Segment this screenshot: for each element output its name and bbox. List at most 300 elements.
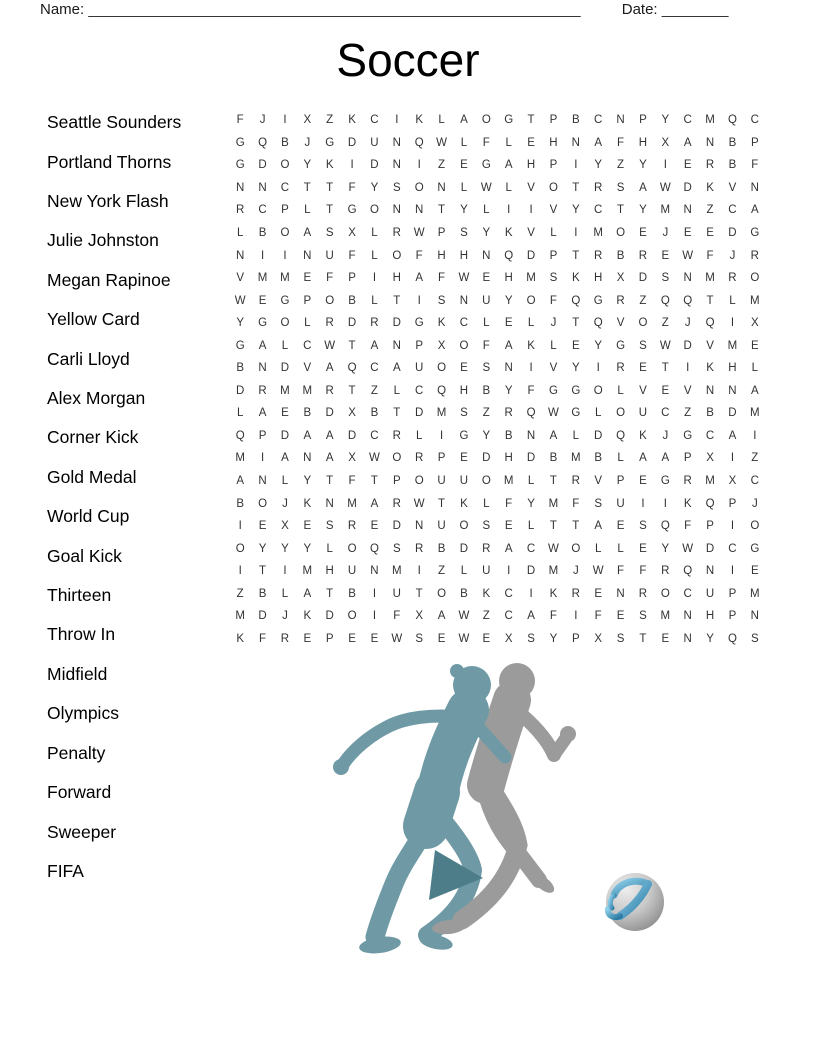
grid-cell: D bbox=[459, 542, 469, 555]
grid-cell: I bbox=[417, 294, 421, 307]
word-list-item: World Cup bbox=[47, 506, 130, 527]
grid-cell: F bbox=[259, 632, 267, 645]
grid-cell: S bbox=[661, 272, 670, 285]
grid-cell: A bbox=[750, 384, 759, 397]
grid-cell: O bbox=[347, 610, 357, 623]
grid-cell: J bbox=[684, 317, 691, 330]
grid-cell: L bbox=[281, 587, 289, 600]
grid-cell: I bbox=[350, 159, 354, 172]
grid-cell: I bbox=[283, 565, 287, 578]
grid-cell: I bbox=[753, 429, 757, 442]
grid-cell: I bbox=[730, 520, 735, 533]
word-list-item: Portland Thorns bbox=[47, 151, 172, 172]
grid-cell: Q bbox=[593, 317, 603, 330]
grid-cell: A bbox=[549, 429, 558, 442]
grid-cell: W bbox=[548, 542, 559, 555]
grid-cell: R bbox=[728, 272, 737, 285]
grid-cell: O bbox=[660, 587, 670, 600]
grid-cell: Y bbox=[504, 384, 513, 397]
grid-cell: M bbox=[257, 272, 268, 285]
grid-cell: K bbox=[303, 497, 312, 510]
grid-cell: O bbox=[347, 542, 357, 555]
grid-cell: P bbox=[549, 114, 558, 127]
grid-cell: Q bbox=[683, 294, 693, 307]
grid-cell: Z bbox=[236, 587, 244, 600]
grid-cell: T bbox=[572, 520, 580, 533]
grid-cell: P bbox=[258, 429, 267, 442]
grid-cell: R bbox=[258, 384, 267, 397]
grid-cell: P bbox=[750, 136, 759, 149]
grid-cell: K bbox=[437, 317, 446, 330]
grid-cell: O bbox=[280, 317, 290, 330]
grid-cell: C bbox=[370, 362, 379, 375]
grid-cell: E bbox=[750, 565, 759, 578]
grid-cell: I bbox=[686, 362, 690, 375]
grid-cell: R bbox=[325, 384, 334, 397]
grid-cell: V bbox=[527, 181, 535, 194]
grid-cell: L bbox=[304, 204, 311, 217]
grid-cell: R bbox=[325, 317, 334, 330]
grid-cell: D bbox=[415, 407, 424, 420]
grid-cell: O bbox=[571, 542, 581, 555]
grid-cell: I bbox=[372, 587, 377, 600]
grid-cell: B bbox=[504, 429, 513, 442]
grid-cell: O bbox=[392, 452, 402, 465]
grid-cell: P bbox=[437, 227, 446, 239]
grid-cell: M bbox=[705, 475, 715, 488]
grid-cell: V bbox=[683, 384, 692, 397]
grid-cell: C bbox=[504, 587, 513, 600]
grid-cell: F bbox=[482, 339, 490, 352]
player-back-silhouette bbox=[484, 663, 576, 896]
grid-cell: Z bbox=[438, 159, 446, 172]
grid-cell: G bbox=[481, 159, 491, 172]
grid-cell: Y bbox=[236, 317, 245, 330]
grid-cell: Z bbox=[326, 114, 334, 127]
grid-cell: R bbox=[415, 542, 424, 555]
grid-cell: T bbox=[393, 294, 401, 307]
grid-cell: R bbox=[236, 204, 245, 217]
soccer-players-illustration bbox=[333, 654, 677, 968]
grid-cell: A bbox=[325, 362, 334, 375]
grid-cell: A bbox=[504, 339, 513, 352]
grid-cell: E bbox=[303, 520, 312, 533]
grid-cell: L bbox=[527, 475, 535, 488]
date-label: Date: bbox=[621, 1, 658, 18]
grid-cell: C bbox=[526, 542, 536, 555]
grid-cell: O bbox=[437, 362, 447, 375]
grid-cell: O bbox=[414, 475, 424, 488]
grid-cell: A bbox=[504, 159, 513, 172]
grid-cell: U bbox=[705, 587, 715, 600]
grid-cell: R bbox=[683, 475, 692, 488]
grid-cell: J bbox=[751, 497, 758, 510]
grid-cell: Y bbox=[303, 542, 312, 555]
grid-cell: A bbox=[683, 136, 692, 149]
grid-cell: F bbox=[348, 475, 356, 488]
soccer-ball-icon bbox=[606, 873, 664, 931]
grid-cell: J bbox=[662, 227, 669, 239]
grid-cell: L bbox=[751, 362, 759, 375]
grid-cell: L bbox=[550, 339, 557, 352]
grid-cell: R bbox=[347, 520, 357, 533]
grid-cell: G bbox=[414, 317, 424, 330]
grid-cell: I bbox=[730, 565, 735, 578]
grid-cell: I bbox=[730, 452, 735, 465]
grid-cell: X bbox=[616, 272, 625, 285]
grid-cell: N bbox=[728, 384, 737, 397]
grid-cell: L bbox=[371, 249, 378, 262]
grid-cell: D bbox=[526, 452, 536, 465]
grid-cell: L bbox=[236, 227, 244, 239]
grid-cell: E bbox=[639, 227, 647, 239]
name-fill-line[interactable]: ___________________________________________________________ bbox=[88, 1, 581, 18]
grid-cell: A bbox=[437, 610, 446, 623]
grid-cell: V bbox=[549, 204, 558, 217]
grid-cell: K bbox=[482, 587, 491, 600]
grid-cell: A bbox=[728, 429, 737, 442]
grid-cell: O bbox=[258, 497, 268, 510]
grid-cell: M bbox=[705, 272, 715, 285]
grid-cell: K bbox=[504, 227, 513, 239]
grid-cell: S bbox=[750, 632, 759, 645]
grid-cell: M bbox=[392, 565, 402, 578]
grid-cell: Q bbox=[571, 294, 581, 307]
word-list-item: New York Flash bbox=[47, 191, 169, 212]
grid-cell: W bbox=[659, 339, 671, 352]
grid-cell: T bbox=[438, 497, 446, 510]
grid-cell: F bbox=[348, 181, 356, 194]
word-list-item: Olympics bbox=[47, 703, 119, 724]
grid-cell: L bbox=[281, 475, 289, 488]
grid-cell: F bbox=[482, 136, 490, 149]
grid-cell: I bbox=[238, 520, 242, 533]
grid-cell: O bbox=[369, 204, 379, 217]
grid-cell: D bbox=[347, 136, 357, 149]
grid-cell: P bbox=[303, 294, 312, 307]
grid-cell: E bbox=[258, 520, 267, 533]
grid-cell: G bbox=[548, 384, 558, 397]
grid-cell: O bbox=[593, 384, 603, 397]
grid-cell: O bbox=[638, 317, 648, 330]
grid-cell: E bbox=[482, 632, 491, 645]
grid-cell: E bbox=[460, 159, 468, 172]
grid-cell: H bbox=[638, 136, 648, 149]
grid-cell: N bbox=[571, 136, 580, 149]
grid-cell: P bbox=[728, 610, 737, 623]
grid-cell: K bbox=[706, 362, 714, 375]
grid-cell: B bbox=[348, 294, 356, 307]
date-fill-line[interactable]: ________ bbox=[661, 1, 729, 18]
page-title: Soccer bbox=[336, 34, 480, 86]
grid-cell: U bbox=[459, 475, 469, 488]
grid-cell: O bbox=[392, 249, 402, 262]
grid-cell: C bbox=[661, 407, 670, 420]
grid-cell: H bbox=[705, 610, 715, 623]
grid-cell: H bbox=[549, 136, 558, 149]
grid-cell: F bbox=[549, 294, 557, 307]
grid-cell: Y bbox=[460, 204, 468, 217]
grid-cell: L bbox=[393, 384, 401, 397]
grid-cell: E bbox=[482, 272, 491, 285]
grid-cell: G bbox=[235, 159, 245, 172]
grid-cell: R bbox=[661, 565, 670, 578]
grid-cell: D bbox=[594, 429, 603, 442]
grid-cell: D bbox=[728, 407, 737, 420]
grid-cell: B bbox=[437, 542, 446, 555]
grid-cell: W bbox=[413, 227, 425, 239]
grid-cell: M bbox=[660, 204, 671, 217]
word-list-item: Midfield bbox=[47, 663, 108, 684]
grid-cell: O bbox=[235, 542, 245, 555]
grid-cell: T bbox=[415, 587, 423, 600]
grid-cell: T bbox=[527, 114, 535, 127]
grid-cell: Q bbox=[727, 632, 737, 645]
grid-cell: M bbox=[280, 272, 290, 285]
grid-cell: K bbox=[460, 497, 468, 510]
grid-cell: Q bbox=[258, 136, 268, 149]
grid-cell: J bbox=[282, 497, 288, 510]
grid-cell: P bbox=[571, 632, 580, 645]
grid-cell: A bbox=[370, 497, 379, 510]
grid-cell: V bbox=[728, 181, 737, 194]
grid-cell: I bbox=[529, 204, 533, 217]
word-list-item: Corner Kick bbox=[47, 427, 139, 448]
grid-cell: L bbox=[326, 542, 333, 555]
word-list-item: Julie Johnston bbox=[47, 230, 159, 251]
grid-cell: U bbox=[325, 249, 334, 262]
grid-cell: U bbox=[392, 587, 401, 600]
grid-cell: L bbox=[371, 294, 378, 307]
grid-cell: L bbox=[527, 317, 535, 330]
grid-cell: M bbox=[280, 384, 290, 397]
grid-cell: X bbox=[750, 317, 759, 330]
grid-cell: Z bbox=[706, 204, 714, 217]
grid-cell: T bbox=[639, 632, 647, 645]
grid-cell: O bbox=[459, 339, 469, 352]
grid-cell: A bbox=[504, 542, 513, 555]
grid-cell: U bbox=[482, 294, 491, 307]
grid-cell: M bbox=[302, 565, 313, 578]
grid-cell: M bbox=[593, 227, 603, 239]
grid-cell: V bbox=[549, 362, 558, 375]
grid-cell: S bbox=[639, 610, 647, 623]
grid-cell: I bbox=[663, 497, 667, 510]
grid-cell: K bbox=[236, 632, 245, 645]
grid-cell: D bbox=[683, 181, 692, 194]
grid-cell: N bbox=[258, 475, 267, 488]
grid-cell: Q bbox=[727, 114, 737, 127]
grid-cell: L bbox=[460, 136, 468, 149]
grid-cell: E bbox=[303, 272, 312, 285]
grid-cell: R bbox=[280, 632, 290, 645]
grid-cell: A bbox=[236, 475, 245, 488]
grid-cell: T bbox=[617, 204, 625, 217]
grid-cell: C bbox=[728, 204, 737, 217]
grid-cell: N bbox=[683, 610, 692, 623]
grid-cell: W bbox=[682, 249, 694, 262]
grid-cell: K bbox=[706, 181, 714, 194]
grid-cell: M bbox=[347, 497, 357, 510]
grid-cell: M bbox=[235, 452, 245, 465]
grid-cell: L bbox=[371, 227, 378, 239]
grid-cell: W bbox=[682, 542, 694, 555]
grid-cell: A bbox=[594, 520, 603, 533]
grid-cell: D bbox=[526, 249, 536, 262]
grid-cell: C bbox=[370, 114, 379, 127]
grid-cell: T bbox=[438, 204, 446, 217]
grid-cell: B bbox=[281, 136, 289, 149]
grid-cell: M bbox=[548, 497, 559, 510]
grid-cell: S bbox=[482, 520, 491, 533]
grid-cell: E bbox=[460, 362, 468, 375]
grid-cell: A bbox=[527, 610, 535, 623]
grid-cell: C bbox=[504, 610, 513, 623]
word-list-item: Penalty bbox=[47, 742, 106, 763]
grid-cell: Y bbox=[661, 542, 670, 555]
grid-cell: V bbox=[639, 384, 647, 397]
grid-cell: E bbox=[639, 542, 647, 555]
grid-cell: T bbox=[661, 362, 669, 375]
grid-cell: W bbox=[458, 632, 470, 645]
grid-cell: P bbox=[728, 497, 737, 510]
grid-cell: P bbox=[639, 114, 647, 127]
grid-cell: B bbox=[482, 384, 491, 397]
grid-cell: D bbox=[683, 339, 692, 352]
grid-cell: N bbox=[705, 384, 715, 397]
grid-cell: L bbox=[281, 339, 289, 352]
grid-cell: U bbox=[616, 497, 625, 510]
grid-cell: T bbox=[326, 475, 334, 488]
grid-cell: C bbox=[258, 204, 267, 217]
grid-cell: D bbox=[325, 610, 334, 623]
grid-cell: S bbox=[415, 632, 424, 645]
grid-cell: E bbox=[661, 249, 670, 262]
grid-cell: F bbox=[617, 136, 625, 149]
grid-cell: N bbox=[750, 181, 759, 194]
grid-cell: N bbox=[526, 429, 536, 442]
grid-cell: C bbox=[303, 339, 312, 352]
header bbox=[40, 1, 776, 18]
grid-cell: N bbox=[415, 204, 424, 217]
grid-cell: M bbox=[526, 272, 536, 285]
grid-cell: O bbox=[750, 272, 760, 285]
grid-cell: W bbox=[234, 294, 246, 307]
grid-cell: Q bbox=[705, 317, 715, 330]
grid-cell: U bbox=[638, 407, 648, 420]
grid-cell: P bbox=[549, 249, 558, 262]
grid-cell: B bbox=[728, 159, 737, 172]
grid-cell: E bbox=[303, 632, 312, 645]
grid-cell: K bbox=[571, 272, 580, 285]
grid-cell: R bbox=[571, 587, 580, 600]
grid-cell: H bbox=[504, 272, 513, 285]
grid-cell: Q bbox=[414, 136, 424, 149]
grid-cell: I bbox=[663, 159, 667, 172]
grid-cell: P bbox=[348, 272, 356, 285]
grid-cell: T bbox=[326, 204, 334, 217]
grid-cell: N bbox=[616, 587, 625, 600]
grid-cell: M bbox=[750, 587, 760, 600]
grid-cell: X bbox=[348, 407, 356, 420]
grid-cell: M bbox=[727, 339, 738, 352]
grid-cell: C bbox=[750, 114, 759, 127]
grid-cell: U bbox=[370, 136, 379, 149]
grid-cell: N bbox=[683, 204, 692, 217]
grid-cell: S bbox=[460, 407, 468, 420]
grid-cell: F bbox=[751, 159, 759, 172]
grid-cell: L bbox=[483, 317, 490, 330]
grid-cell: T bbox=[572, 249, 580, 262]
grid-cell: W bbox=[592, 565, 604, 578]
grid-cell: L bbox=[415, 429, 423, 442]
grid-cell: B bbox=[236, 497, 245, 510]
grid-cell: A bbox=[415, 272, 424, 285]
grid-cell: A bbox=[661, 452, 670, 465]
grid-cell: I bbox=[730, 317, 735, 330]
grid-cell: N bbox=[415, 520, 424, 533]
grid-cell: U bbox=[437, 475, 446, 488]
grid-cell: D bbox=[325, 407, 334, 420]
grid-cell: V bbox=[594, 475, 603, 488]
grid-cell: D bbox=[392, 520, 401, 533]
grid-cell: O bbox=[481, 475, 491, 488]
grid-cell: J bbox=[572, 565, 579, 578]
grid-cell: Y bbox=[303, 159, 312, 172]
grid-cell: R bbox=[638, 249, 648, 262]
grid-cell: C bbox=[415, 384, 424, 397]
grid-cell: N bbox=[392, 339, 401, 352]
grid-cell: M bbox=[750, 407, 760, 420]
grid-cell: H bbox=[504, 452, 513, 465]
grid-cell: W bbox=[369, 452, 380, 465]
grid-cell: A bbox=[392, 362, 401, 375]
grid-cell: G bbox=[325, 136, 335, 149]
grid-cell: Z bbox=[639, 294, 647, 307]
grid-cell: T bbox=[370, 475, 378, 488]
grid-cell: I bbox=[507, 565, 511, 578]
grid-cell: P bbox=[437, 452, 446, 465]
grid-cell: A bbox=[303, 429, 312, 442]
grid-cell: L bbox=[617, 452, 624, 465]
grid-cell: N bbox=[325, 497, 334, 510]
grid-cell: Q bbox=[526, 407, 536, 420]
grid-cell: E bbox=[706, 227, 714, 239]
grid-cell: F bbox=[549, 610, 557, 623]
grid-cell: E bbox=[661, 384, 670, 397]
grid-cell: R bbox=[504, 407, 513, 420]
grid-cell: C bbox=[594, 204, 603, 217]
grid-cell: N bbox=[392, 136, 401, 149]
grid-cell: D bbox=[526, 565, 536, 578]
grid-cell: I bbox=[260, 452, 265, 465]
grid-cell: J bbox=[550, 317, 557, 330]
grid-cell: X bbox=[661, 136, 670, 149]
grid-cell: O bbox=[616, 227, 626, 239]
grid-cell: M bbox=[705, 114, 715, 127]
grid-cell: J bbox=[282, 610, 288, 623]
grid-cell: N bbox=[705, 136, 715, 149]
grid-cell: E bbox=[370, 632, 379, 645]
grid-cell: G bbox=[280, 294, 290, 307]
grid-cell: C bbox=[683, 587, 692, 600]
grid-cell: H bbox=[437, 249, 446, 262]
grid-cell: Z bbox=[617, 159, 625, 172]
grid-cell: O bbox=[437, 587, 447, 600]
grid-cell: P bbox=[549, 159, 558, 172]
grid-cell: A bbox=[258, 407, 267, 420]
grid-cell: J bbox=[259, 114, 266, 127]
